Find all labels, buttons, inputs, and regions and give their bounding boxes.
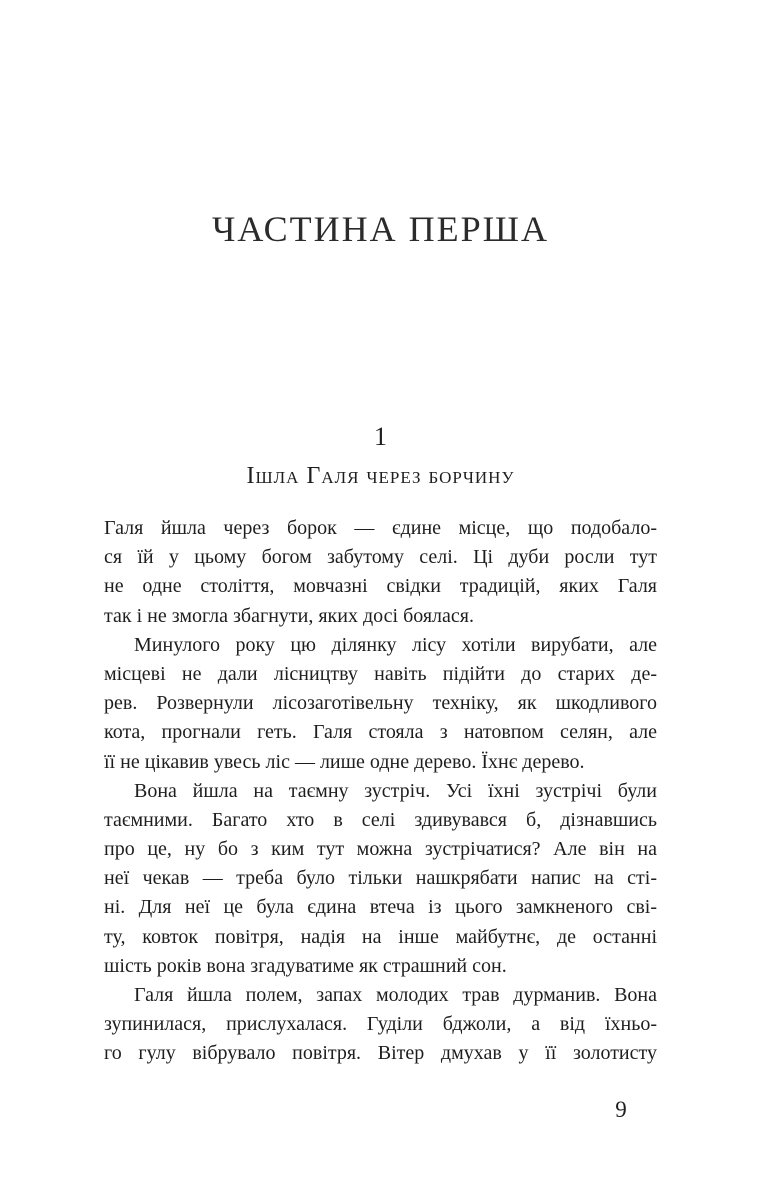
text-line: так і не змогла збагнути, яких досі боялася. xyxy=(104,604,474,627)
body-text xyxy=(104,514,657,1069)
text-line: рев. Розвернули лісозаготівельну техніку, як шкодливого xyxy=(104,692,657,715)
page-number: 9 xyxy=(615,1097,627,1122)
chapter-number: 1 xyxy=(374,422,387,451)
text-line: Вона йшла на таємну зустріч. Усі їхні зустрічі були xyxy=(134,779,657,802)
text-line: кота, прогнали геть. Галя стояла з натовпом селян, але xyxy=(104,721,657,744)
paragraph xyxy=(104,981,657,1069)
text-line: її не цікавив увесь ліс — лише одне дерево. Їхнє дерево. xyxy=(104,750,585,773)
text-line: ся їй у цьому богом забутому селі. Ці дуби росли тут xyxy=(104,546,657,569)
text-line: Галя йшла полем, запах молодих трав дурманив. Вона xyxy=(134,984,657,1006)
text-line: таємними. Багато хто в селі здивувався б, дізнавшись xyxy=(104,808,657,831)
paragraph xyxy=(104,514,657,631)
text-line: ні. Для неї це була єдина втеча із цього замкненого сві- xyxy=(104,896,657,919)
chapter-title: Ішла Галя через борчину xyxy=(246,463,515,489)
part-title: ЧАСТИНА ПЕРША xyxy=(212,209,549,249)
text-line: зупинилася, прислухалася. Гуділи бджоли, а від їхньо- xyxy=(104,1013,657,1036)
paragraph xyxy=(104,631,657,777)
paragraph xyxy=(104,777,657,981)
text-line: Минулого року цю ділянку лісу хотіли вирубати, але xyxy=(134,633,657,656)
text-line: ту, ковток повітря, надія на інше майбутнє, де останні xyxy=(104,925,657,948)
text-line: неї чекав — треба було тільки нашкрябати напис на сті- xyxy=(104,867,657,890)
text-line: шість років вона згадуватиме як страшний сон. xyxy=(104,954,507,977)
text-line: не одне століття, мовчазні свідки традицій, яких Галя xyxy=(104,575,657,598)
text-line: Галя йшла через борок — єдине місце, що подобало- xyxy=(104,517,657,539)
text-line: місцеві не дали лісництву навіть підійти до старих де- xyxy=(104,662,657,685)
text-line: го гулу вібрувало повітря. Вітер дмухав у її золотисту xyxy=(104,1042,657,1065)
text-line: про це, ну бо з ким тут можна зустрічатися? Але він на xyxy=(104,838,657,861)
